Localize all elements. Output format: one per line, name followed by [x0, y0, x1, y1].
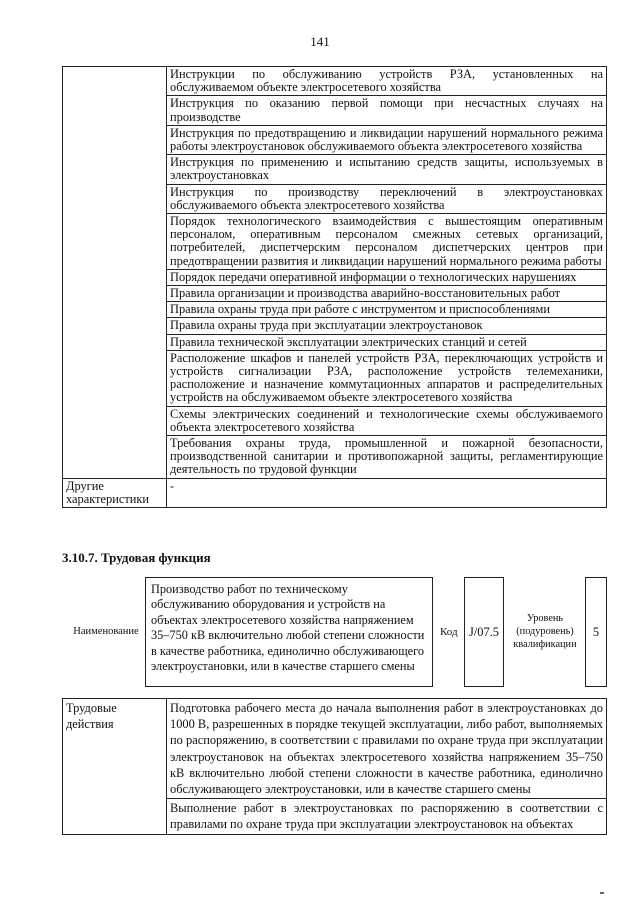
other-characteristics-value: - [167, 478, 607, 507]
requirement-item: Инструкция по применению и испытанию средств защиты, используемых в электроустановках [167, 155, 607, 184]
page-number: 141 [310, 34, 330, 49]
requirement-item: Порядок технологического взаимодействия с вышестоящим оперативным персоналом, оперативным персоналом смежных сетевых организаций, потребителей, диспетчерским персоналом диспетчерских центров при предотвращении развития и ликвидации нарушений нормального режима работы [167, 214, 607, 270]
requirement-item: Порядок передачи оперативной информации о технологических нарушениях [167, 269, 607, 285]
requirement-item: Правила охраны труда при работе с инструментом и приспособлениями [167, 302, 607, 318]
labor-actions-label: Трудовые действия [63, 699, 167, 835]
requirement-item: Правила организации и производства аварийно-восстановительных работ [167, 286, 607, 302]
requirement-item: Инструкция по производству переключений в электроустановках обслуживаемого объекта электросетевого хозяйства [167, 184, 607, 213]
name-label: Наименование [73, 626, 139, 637]
code-value-box: J/07.5 [464, 577, 504, 687]
table-row [63, 67, 607, 96]
code-label: Код [440, 626, 458, 638]
requirements-table [62, 66, 607, 508]
other-characteristics-label: Другие характеристики [63, 478, 167, 507]
section-title: 3.10.7. Трудовая функция [62, 550, 211, 565]
labor-action-item: Выполнение работ в электроустановках по распоряжению в соответствии с правилами по охране труда при эксплуатации электроустановок на объектах [167, 799, 607, 834]
labor-actions-table [62, 698, 607, 835]
qualification-level-box: 5 [585, 577, 607, 687]
requirement-item: Требования охраны труда, промышленной и пожарной безопасности, производственной санитарии и противопожарной защиты, регламентирующие деятельность по трудовой функции [167, 436, 607, 479]
requirement-item: Инструкция по предотвращению и ликвидации нарушений нормального режима работы электроустановок обслуживаемого объекта электросетевого хозяйства [167, 125, 607, 154]
scan-speck [600, 892, 604, 894]
requirement-item: Инструкции по обслуживанию устройств РЗА, установленных на обслуживаемом объекте электросетевого хозяйства [167, 67, 607, 96]
function-name-box: Производство работ по техническому обслуживанию оборудования и устройств на объектах электросетевого хозяйства напряжением 35–750 кВ включительно любой степени сложности в качестве работника, единолично обслуживающего электроустановки, или в качестве старшего смены [145, 577, 433, 687]
requirement-item: Правила охраны труда при эксплуатации электроустановок [167, 318, 607, 334]
qualification-level-label: Уровень (подуровень) квалификации [513, 613, 577, 650]
requirement-item: Схемы электрических соединений и технологические схемы обслуживаемого объекта электросетевого хозяйства [167, 406, 607, 435]
table-row [63, 478, 607, 507]
empty-label-cell [63, 67, 167, 479]
table-row [63, 699, 607, 799]
requirement-item: Инструкция по оказанию первой помощи при несчастных случаях на производстве [167, 96, 607, 125]
requirement-item: Правила технической эксплуатации электрических станций и сетей [167, 334, 607, 350]
labor-action-item: Подготовка рабочего места до начала выполнения работ в электроустановках до 1000 В, разрешенных в порядке текущей эксплуатации, либо работ, выполняемых по распоряжению, в соответствии с правилами по охране труда при эксплуатации электроустановок на объектах электросетевого хозяйства напряжением 35–750 кВ включительно любой степени сложности в качестве работника, единолично обслуживающего электроустановки, или в качестве старшего смены [167, 699, 607, 799]
requirement-item: Расположение шкафов и панелей устройств РЗА, переключающих устройств и устройств сигнализации РЗА, расположение устройств телемеханики, расположение и назначение коммутационных аппаратов и распределительных устройств на обслуживаемом объекте электросетевого хозяйства [167, 350, 607, 406]
